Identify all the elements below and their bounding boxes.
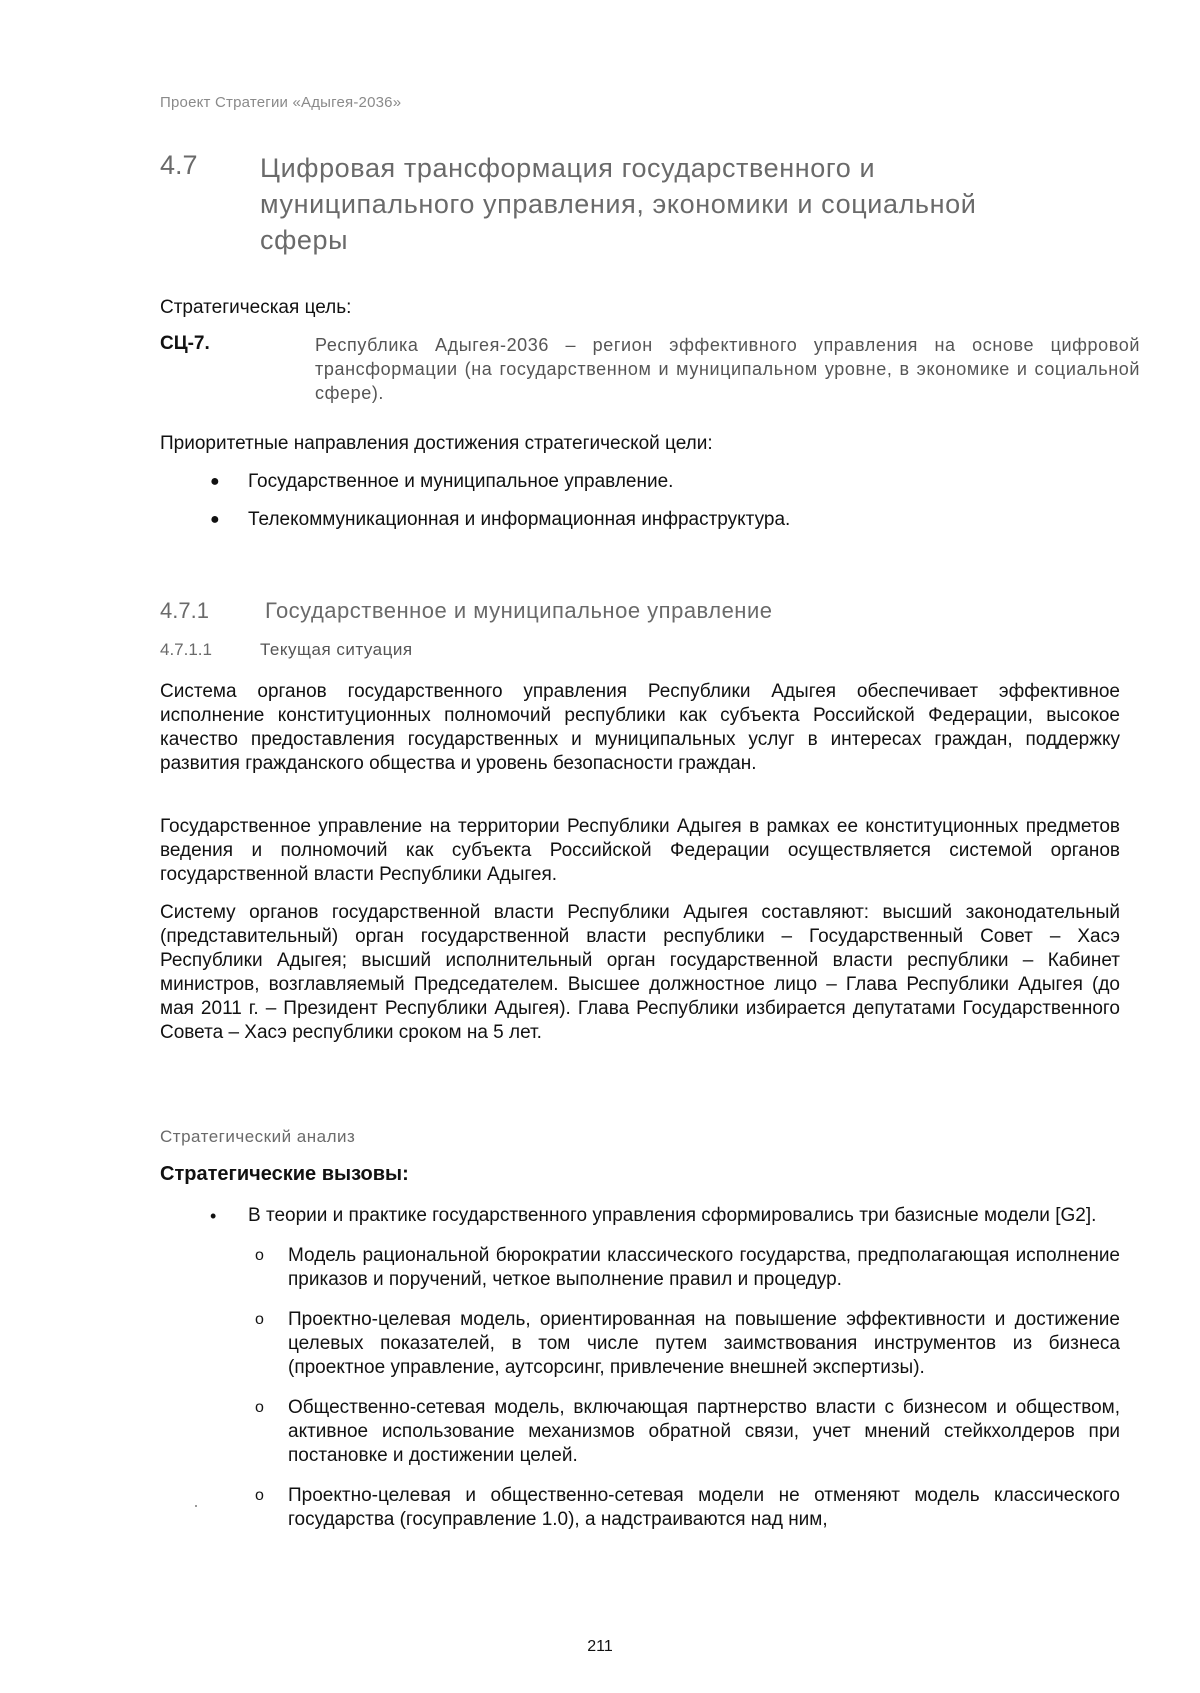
- model-text: Модель рациональной бюрократии классического государства, предполагающая исполнение приказов и поручений, четкое выполнение правил и процедур.: [288, 1245, 1120, 1290]
- priorities-list: [160, 470, 1120, 546]
- running-header: Проект Стратегии «Адыгея-2036»: [160, 94, 402, 111]
- subsection-title: Государственное и муниципальное управление: [265, 598, 773, 623]
- list-item: [160, 1308, 1120, 1380]
- subsection-number: 4.7.1: [160, 598, 209, 623]
- list-item: [160, 470, 1120, 494]
- bullet-icon: ●: [210, 473, 220, 490]
- circle-bullet-icon: o: [255, 1247, 264, 1264]
- list-item: [160, 1396, 1120, 1468]
- strategic-goal-label: Стратегическая цель:: [160, 297, 352, 318]
- priority-item-text: Государственное и муниципальное управление.: [248, 471, 674, 492]
- list-item: [160, 1204, 1120, 1228]
- list-item: [160, 1244, 1120, 1292]
- circle-bullet-icon: o: [255, 1487, 264, 1504]
- priority-item-text: Телекоммуникационная и информационная инфраструктура.: [248, 509, 791, 530]
- list-item: [160, 508, 1120, 532]
- strategic-goal-text: Республика Адыгея-2036 – регион эффективного управления на основе цифровой трансформации (на государственном и муниципальном уровне, в экономике и социальной сфере).: [315, 335, 1140, 403]
- challenge-text: В теории и практике государственного управления сформировались три базисные модели [G2].: [248, 1205, 1097, 1226]
- model-text: Проектно-целевая и общественно-сетевая модели не отменяют модель классического государства (госуправление 1.0), а надстраиваются над ним,: [288, 1485, 1120, 1530]
- section-title: Цифровая трансформация государственного и муниципального управления, экономики и социальной сферы: [260, 153, 977, 255]
- strategic-goal-code: СЦ-7.: [160, 333, 210, 354]
- bullet-icon: •: [210, 1206, 217, 1226]
- circle-bullet-icon: o: [255, 1399, 264, 1416]
- section-number: 4.7: [160, 150, 198, 180]
- priorities-label: Приоритетные направления достижения стратегической цели:: [160, 433, 713, 454]
- subsubsection-number: 4.7.1.1: [160, 640, 212, 659]
- list-item: [160, 1484, 1120, 1532]
- paragraph: Систему органов государственной власти Республики Адыгея составляют: высший законодательный (представительный) орган государственной власти республики – Государственный Совет – Хасэ Республики Адыгея; высший исполнительный орган государственной власти республики – Кабинет министров, возглавляемый Председателем. Высшее должностное лицо – Глава Республики Адыгея (до мая 2011 г. – Президент Республики Адыгея). Глава Республики избирается депутатами Государственного Совета – Хасэ республики сроком на 5 лет.: [160, 902, 1120, 1043]
- model-text: Общественно-сетевая модель, включающая партнерство власти с бизнесом и обществом, активное использование механизмов обратной связи, учет мнений стейкхолдеров при постановке и достижении целей.: [288, 1397, 1120, 1466]
- analysis-title: Стратегический анализ: [160, 1127, 356, 1146]
- challenges-list: [160, 1204, 1120, 1548]
- paragraph: Система органов государственного управления Республики Адыгея обеспечивает эффективное исполнение конституционных полномочий республики как субъекта Российской Федерации, высокое качество предоставления государственных и муниципальных услуг в интересах граждан, поддержку развития гражданского общества и уровень безопасности граждан.: [160, 681, 1120, 774]
- bullet-icon: ●: [210, 511, 220, 528]
- page-number: 211: [587, 1638, 613, 1655]
- subsubsection-title: Текущая ситуация: [260, 640, 413, 659]
- model-text: Проектно-целевая модель, ориентированная на повышение эффективности и достижение целевых показателей, в том числе путем заимствования инструментов из бизнеса (проектное управление, аутсорсинг, привлечение внешней экспертизы).: [288, 1309, 1120, 1378]
- scan-speck: [195, 1505, 197, 1507]
- circle-bullet-icon: o: [255, 1311, 264, 1328]
- paragraph: Государственное управление на территории Республики Адыгея в рамках ее конституционных предметов ведения и полномочий как субъекта Российской Федерации осуществляется системой органов государственной власти Республики Адыгея.: [160, 816, 1120, 885]
- challenges-title: Стратегические вызовы:: [160, 1163, 409, 1185]
